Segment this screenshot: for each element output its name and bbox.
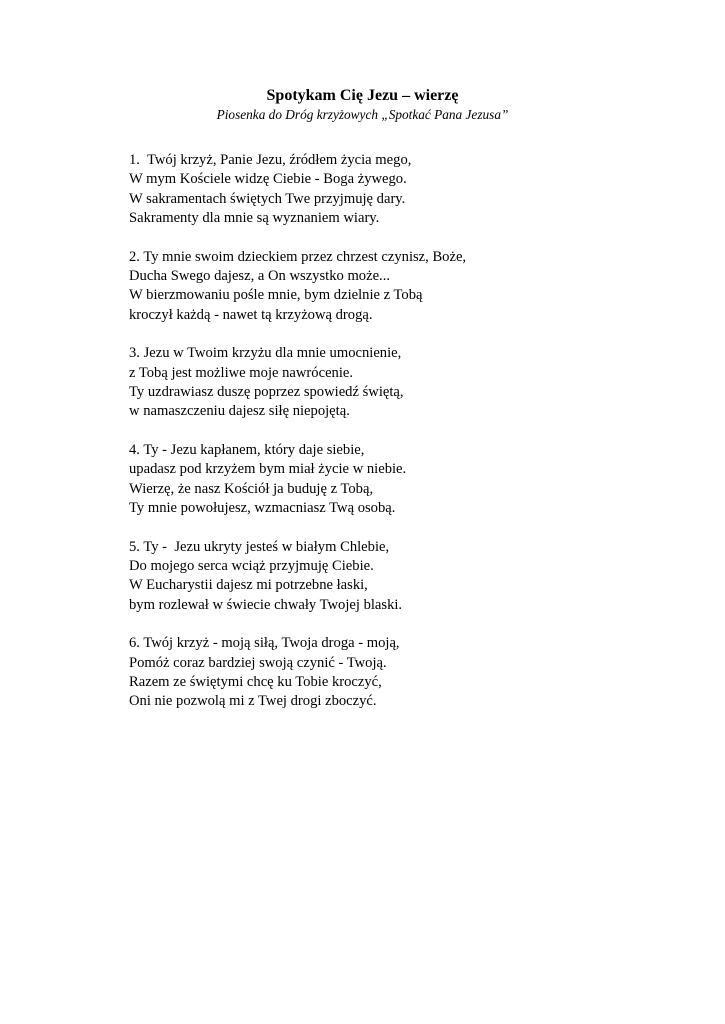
- verse-line: Ducha Swego dajesz, a On wszystko może...: [129, 268, 390, 285]
- verse-line: w namaszczeniu dajesz siłę niepojętą.: [129, 403, 350, 420]
- verses-container: [129, 151, 689, 731]
- song-title: Spotykam Cię Jezu – wierzę: [266, 87, 459, 104]
- verse-line: 1. Twój krzyż, Panie Jezu, źródłem życia mego,: [129, 152, 412, 168]
- verse-line: 5. Ty - Jezu ukryty jesteś w białym Chlebie,: [129, 538, 390, 555]
- verse-line: W Eucharystii dajesz mi potrzebne łaski,: [129, 577, 368, 594]
- verse-line: Ty uzdrawiasz duszę poprzez spowiedź świętą,: [129, 384, 404, 401]
- verse-line: Ty mnie powołujesz, wzmacniasz Twą osobą.: [129, 500, 396, 517]
- verse-1: [129, 151, 689, 229]
- verse-line: Wierzę, że nasz Kościół ja buduję z Tobą,: [129, 480, 374, 497]
- verse-line: W sakramentach świętych Twe przyjmuję dary.: [129, 190, 406, 207]
- verse-line: 6. Twój krzyż - moją siłą, Twoja droga - moją,: [129, 635, 400, 652]
- verse-3: [129, 344, 689, 422]
- verse-line: W bierzmowaniu pośle mnie, bym dzielnie z Tobą: [129, 287, 423, 304]
- verse-line: upadasz pod krzyżem bym miał życie w niebie.: [129, 461, 407, 478]
- verse-line: W mym Kościele widzę Ciebie - Boga żywego.: [129, 171, 407, 188]
- verse-4: [129, 441, 689, 519]
- verse-line: 2. Ty mnie swoim dzieckiem przez chrzest czynisz, Boże,: [129, 248, 467, 265]
- verse-line: Pomóż coraz bardziej swoją czynić - Twoją.: [129, 654, 387, 671]
- song-subtitle: Piosenka do Dróg krzyżowych „Spotkać Pana Jezusa”: [216, 107, 509, 122]
- verse-line: Sakramenty dla mnie są wyznaniem wiary.: [129, 210, 380, 227]
- verse-line: Do mojego serca wciąż przyjmuję Ciebie.: [129, 557, 374, 574]
- verse-line: 4. Ty - Jezu kapłanem, który daje siebie,: [129, 441, 365, 458]
- verse-line: kroczył każdą - nawet tą krzyżową drogą.: [129, 306, 373, 323]
- verse-line: z Tobą jest możliwe moje nawrócenie.: [129, 364, 354, 381]
- verse-line: bym rozlewał w świecie chwały Twojej blaski.: [129, 596, 403, 613]
- verse-6: [129, 634, 689, 712]
- verse-line: Razem ze świętymi chcę ku Tobie kroczyć,: [129, 673, 382, 690]
- verse-5: [129, 538, 689, 616]
- verse-line: Oni nie pozwolą mi z Twej drogi zboczyć.: [129, 693, 377, 710]
- verse-line: 3. Jezu w Twoim krzyżu dla mnie umocnienie,: [129, 345, 402, 362]
- verse-2: [129, 248, 689, 326]
